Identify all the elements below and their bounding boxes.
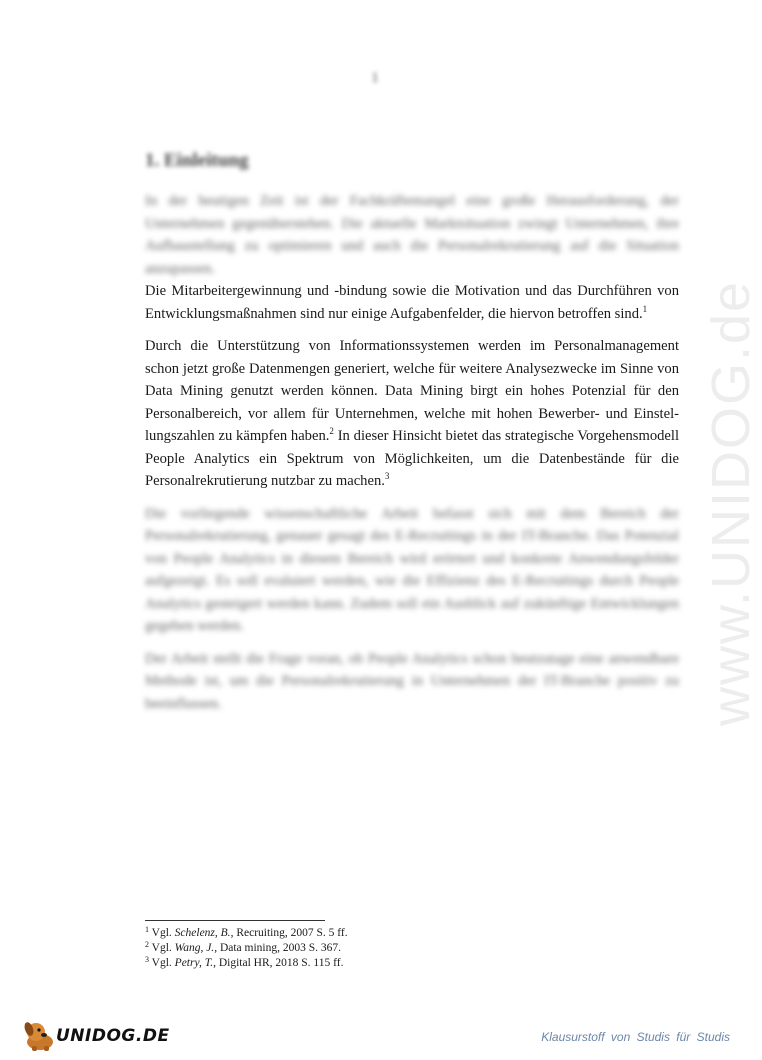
watermark: www.UNIDOG.de: [701, 279, 761, 726]
footnote-ref: 3: [384, 471, 390, 481]
tagline: Klausurstoff von Studis für Studis: [541, 1030, 730, 1044]
footnote-ref: 1: [642, 303, 648, 314]
dog-mascot-icon: [20, 1018, 60, 1052]
blurred-text: In der heutigen Zeit ist der Fachkräftemangel eine große Herausforderung, der Unternehmen gegenüberstehen. Die aktuelle Marktsituation zwingt Unternehmen, ihre Aufbaustellung zu optimieren und auch die Personalrekrutierung auf die Situation anzupassen.: [145, 193, 679, 277]
document-body: [145, 190, 679, 725]
footnotes: [145, 926, 348, 971]
logo-text: UNIDOG.DE: [56, 1026, 170, 1046]
visible-text: In dieser Hinsicht bietet das strategische Vorgehensmodell People Analytics ein Spektrum von Möglichkeiten, um die Datenbestände für die Personalrekrutierung nutzbar zu machen.: [145, 428, 679, 489]
footnote-ref: 2: [329, 426, 334, 436]
section-heading: 1. Einleitung: [145, 150, 249, 171]
footnote-3: $^3$ Vgl. Petry, T., Digital HR, 2018 S. 115 ff.: [145, 955, 344, 969]
footnote-divider: [145, 920, 325, 921]
paragraph-question-blurred: Der Arbeit stellt die Frage voran, ob People Analytics schon heutzutage eine anwendbare Methode ist, um die Personalrekrutierung in Unternehmen der IT-Branche positiv zu beeinflussen.: [145, 650, 679, 712]
paragraph-scope-blurred: Die vorliegende wissenschaftliche Arbeit befasst sich mit dem Bereich der Personalrekrutierung, genauer gesagt des E-Recruitings in der IT-Branche. Das Potenzial von People Analytics in diesem Bereich wird erörtert und konkrete Anwendungsfelder aufgezeigt. Es soll evaluiert werden, wie die Effizienz des E-Recruitings durch People Analytics gesteigert werden kann. Zudem soll ein Ausblick auf zukünftige Entwicklungen gegeben werden.: [145, 505, 679, 634]
page-number: 1: [371, 70, 379, 86]
visible-text: Die Mitarbeitergewinnung und -bindung sowie die Motivation und das Durchführen von Entwicklungsmaßnahmen sind nur einige Aufgabenfelder, die hiervon betroffen sind.: [145, 283, 679, 322]
paragraph-information-systems: [145, 335, 679, 493]
unidog-logo[interactable]: [20, 1018, 200, 1052]
footnote-1: $^1$ Vgl. Schelenz, B., Recruiting, 2007 S. 5 ff.: [145, 925, 348, 939]
visible-text: Durch die Unterstützung von Informationssystemen werden im Personalmanagement schon jetzt große Datenmengen generiert, welche für weitere Analysezwecke im Sinne von Data Mining genutzt werden können. Data Mining birgt ein hohes Potenzial für den Personalbereich, vor allem für Unternehmen, welche mit hohen Bewerber- und Einstellungszahlen zu kämpfen haben.: [145, 338, 679, 444]
paragraph-intro: [145, 190, 679, 325]
footnote-2: $^2$ Vgl. Wang, J., Data mining, 2003 S. 367.: [145, 940, 342, 954]
